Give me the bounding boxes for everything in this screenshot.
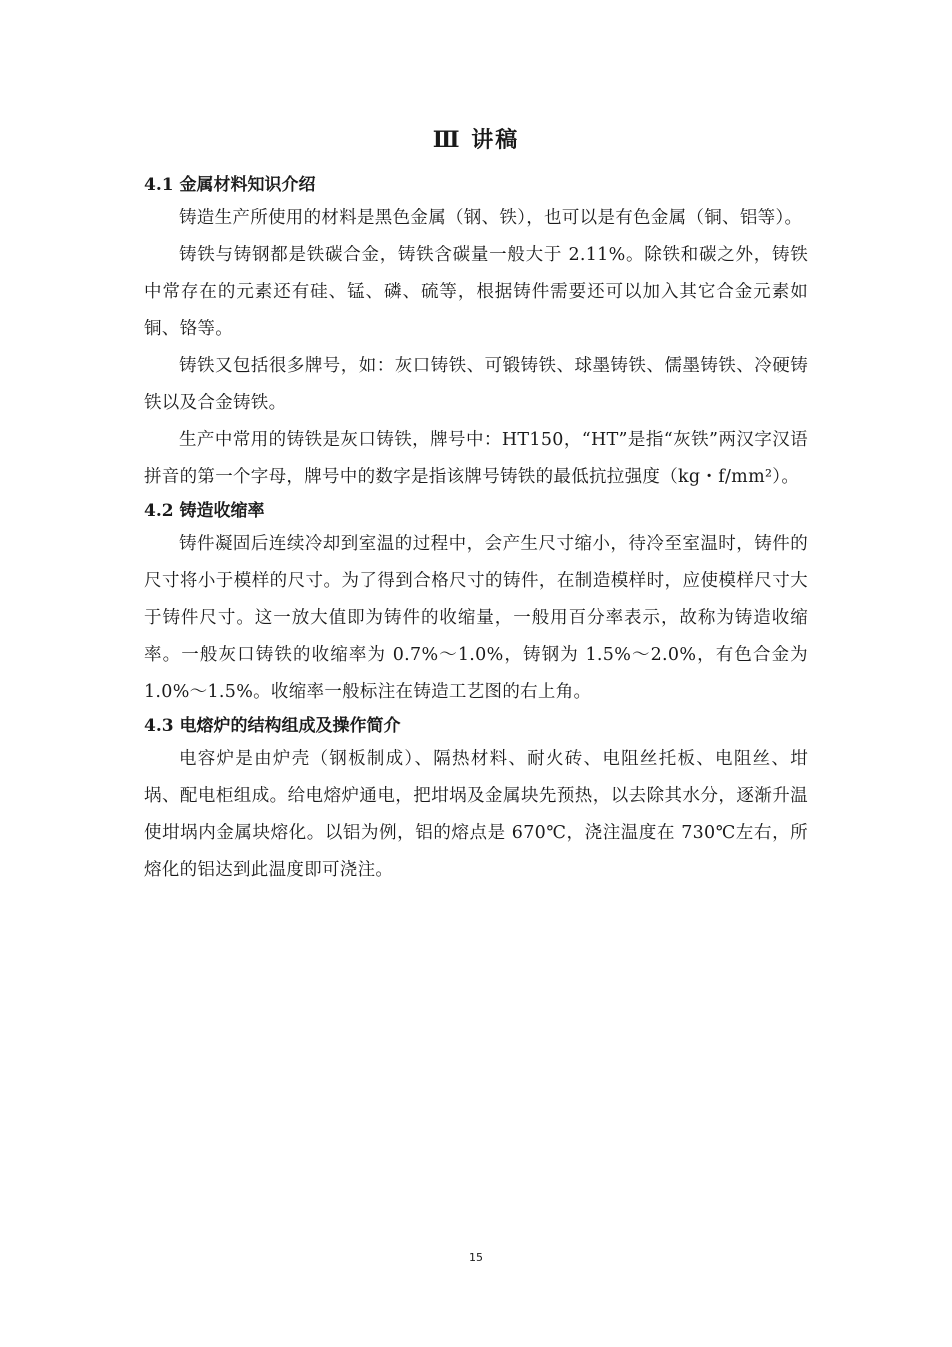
section-heading: 4.2 铸造收缩率 — [144, 501, 265, 521]
section-heading: 4.3 电熔炉的结构组成及操作简介 — [144, 716, 401, 736]
paragraph: 铸造生产所使用的材料是黑色金属（钢、铁），也可以是有色金属（铜、铝等）。 — [179, 208, 803, 228]
paragraph: 铸铁又包括很多牌号，如：灰口铸铁、可锻铸铁、球墨铸铁、儒墨铸铁、冷硬铸铁以及合金铸铁。 — [144, 356, 808, 413]
document-body — [144, 170, 808, 889]
section-4-1 — [144, 170, 808, 496]
paragraph: 生产中常用的铸铁是灰口铸铁，牌号中：HT150，“HT”是指“灰铁”两汉字汉语拼音的第一个字母，牌号中的数字是指该牌号铸铁的最低抗拉强度（kg・f/mm²）。 — [144, 430, 808, 487]
paragraph: 铸件凝固后连续冷却到室温的过程中，会产生尺寸缩小，待冷至室温时，铸件的尺寸将小于模样的尺寸。为了得到合格尺寸的铸件，在制造模样时，应使模样尺寸大于铸件尺寸。这一放大值即为铸件的收缩量，一般用百分率表示，故称为铸造收缩率。一般灰口铸铁的收缩率为 0.7%～1.0%，铸钢为 1.5%～2.0%，有色合金为 1.0%～1.5%。收缩率一般标注在铸造工艺图的右上角。 — [144, 534, 808, 702]
section-heading: 4.1 金属材料知识介绍 — [144, 175, 316, 195]
section-4-2 — [144, 496, 808, 711]
page-number: 15 — [469, 1251, 483, 1264]
section-4-3 — [144, 711, 808, 889]
page-title: Ⅲ 讲稿 — [432, 127, 520, 153]
paragraph: 电容炉是由炉壳（钢板制成）、隔热材料、耐火砖、电阻丝托板、电阻丝、坩埚、配电柜组成。给电熔炉通电，把坩埚及金属块先预热，以去除其水分，逐渐升温使坩埚内金属块熔化。以铝为例，铝的熔点是 670℃，浇注温度在 730℃左右，所熔化的铝达到此温度即可浇注。 — [144, 749, 808, 880]
paragraph: 铸铁与铸钢都是铁碳合金，铸铁含碳量一般大于 2.11%。除铁和碳之外，铸铁中常存在的元素还有硅、锰、磷、硫等，根据铸件需要还可以加入其它合金元素如铜、铬等。 — [144, 245, 808, 339]
